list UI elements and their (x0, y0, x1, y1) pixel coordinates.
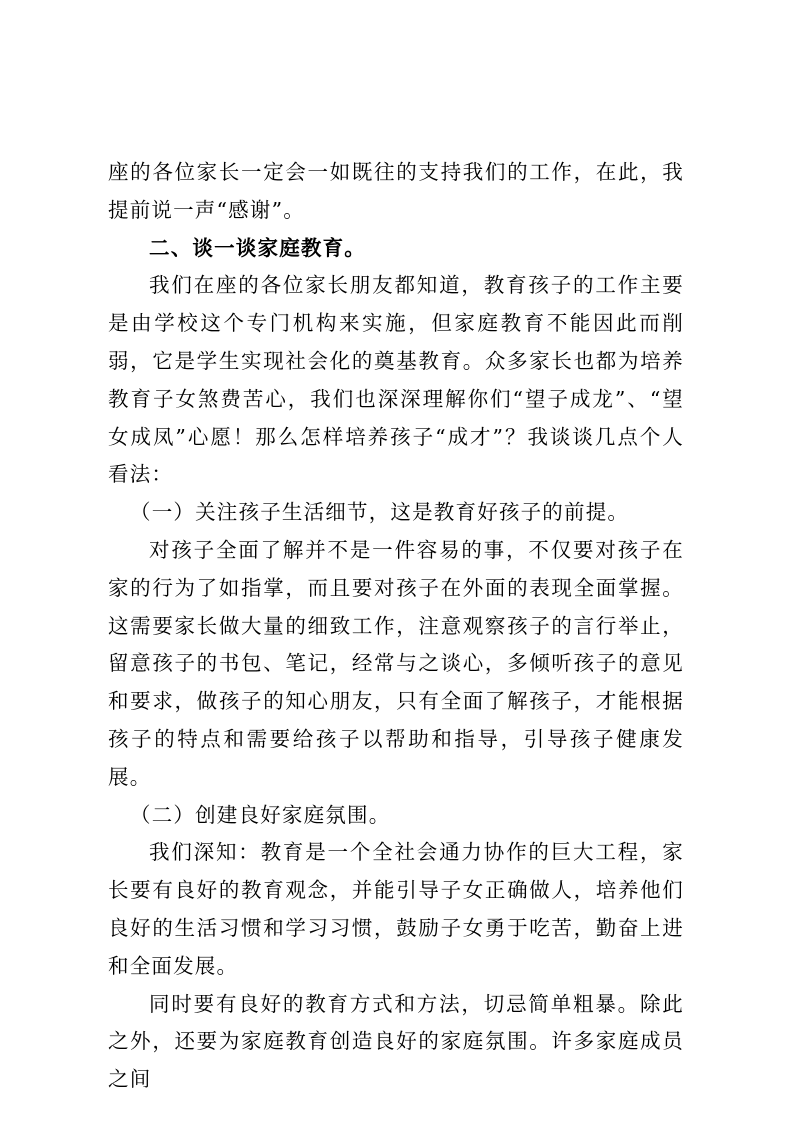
paragraph-education: 我们深知：教育是一个全社会通力协作的巨大工程，家长要有良好的教育观念，并能引导子女正确做人，培养他们良好的生活习惯和学习习惯，鼓励子女勇于吃苦，勤奋上进和全面发展。 (108, 840, 684, 978)
subheading-1: （一）关注孩子生活细节，这是教育好孩子的前提。 (130, 500, 630, 525)
document-body (108, 154, 684, 1099)
paragraph-continuation: 座的各位家长一定会一如既往的支持我们的工作，在此，我提前说一声“感谢”。 (108, 160, 684, 222)
subheading-2: （二）创建良好家庭氛围。 (130, 802, 391, 827)
paragraph-methods: 同时要有良好的教育方式和方法，切忌简单粗暴。除此之外，还要为家庭教育创造良好的家庭氛围。许多家庭成员之间 (108, 991, 684, 1092)
paragraph-intro: 我们在座的各位家长朋友都知道，教育孩子的工作主要是由学校这个专门机构来实施，但家庭教育不能因此而削弱，它是学生实现社会化的奠基教育。众多家长也都为培养教育子女煞费苦心，我们也深深理解你们“望子成龙”、“望女成凤”心愿！那么怎样培养孩子“成才”？我谈谈几点个人看法： (108, 273, 684, 487)
paragraph-details: 对孩子全面了解并不是一件容易的事，不仅要对孩子在家的行为了如指掌，而且要对孩子在外面的表现全面掌握。这需要家长做大量的细致工作，注意观察孩子的言行举止，留意孩子的书包、笔记，经常与之谈心，多倾听孩子的意见和要求，做孩子的知心朋友，只有全面了解孩子，才能根据孩子的特点和需要给孩子以帮助和指导，引导孩子健康发展。 (108, 537, 684, 789)
section-heading: 二、谈一谈家庭教育。 (149, 235, 366, 260)
